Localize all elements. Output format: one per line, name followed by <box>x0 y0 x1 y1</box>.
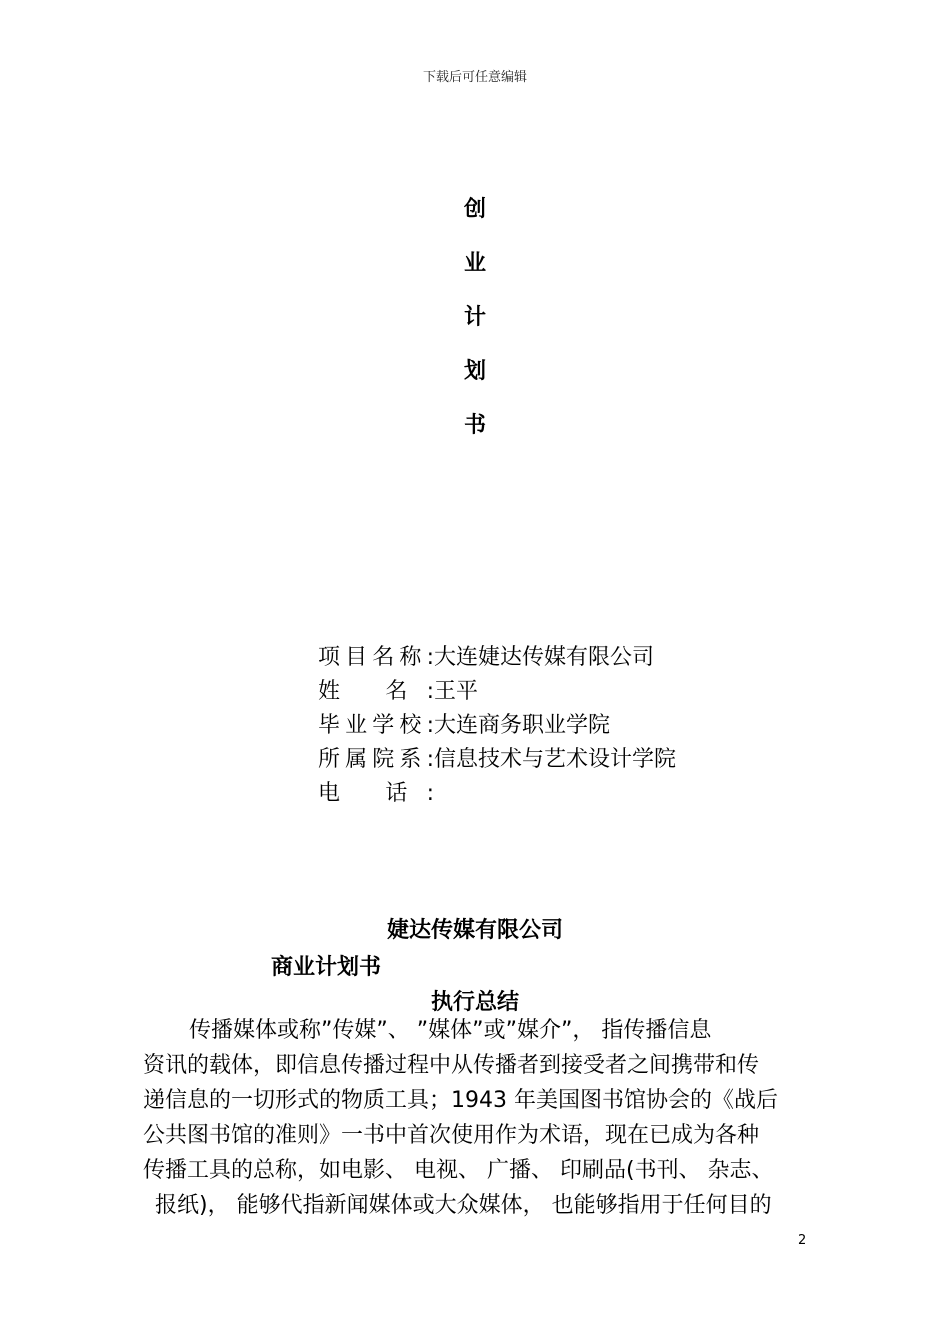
title-char-5: 书 <box>463 413 486 438</box>
plan-title: 商业计划书 <box>271 955 382 980</box>
paragraph-line: 传播媒体或称”传媒”、 ”媒体”或”媒介”， 指传播信息 <box>189 1018 712 1043</box>
info-value: 大连婕达传媒有限公司 <box>434 645 655 670</box>
paragraph-line: 传播工具的总称，如电影、 电视、 广播、 印刷品(书刊、 杂志、 <box>143 1158 774 1183</box>
info-label: 项目名称: <box>318 645 434 670</box>
info-row-department <box>318 743 676 777</box>
title-char-2: 业 <box>463 251 486 276</box>
info-value: 信息技术与艺术设计学院 <box>434 747 677 772</box>
info-label: 电 话: <box>318 781 434 806</box>
info-label: 所属院系: <box>318 747 434 772</box>
paragraph-line: 资讯的载体，即信息传播过程中从传播者到接受者之间携带和传 <box>143 1053 760 1078</box>
info-row-school <box>318 709 676 743</box>
info-row-name <box>318 675 676 709</box>
info-value: 大连商务职业学院 <box>434 713 611 738</box>
summary-paragraph <box>143 1013 810 1223</box>
page-header: 下载后可任意编辑 <box>422 70 527 85</box>
paragraph-line: 公共图书馆的准则》一书中首次使用作为术语，现在已成为各种 <box>143 1123 760 1148</box>
paragraph-line: 递信息的一切形式的物质工具；1943 年美国图书馆协会的《战后 <box>143 1088 778 1113</box>
info-value: 王平 <box>434 679 479 704</box>
project-info <box>318 641 676 811</box>
title-char-1: 创 <box>463 197 486 222</box>
title-char-4: 划 <box>463 359 486 384</box>
paragraph-line: 报纸)， 能够代指新闻媒体或大众媒体， 也能够指用于任何目的 <box>155 1193 772 1218</box>
title-char-3: 计 <box>463 305 486 330</box>
info-row-phone <box>318 777 676 811</box>
info-label: 姓 名: <box>318 679 434 704</box>
info-row-project-name <box>318 641 676 675</box>
info-label: 毕业学校: <box>318 713 434 738</box>
page-number: 2 <box>798 1233 807 1248</box>
company-title: 婕达传媒有限公司 <box>386 918 563 943</box>
summary-title: 执行总结 <box>430 990 519 1015</box>
